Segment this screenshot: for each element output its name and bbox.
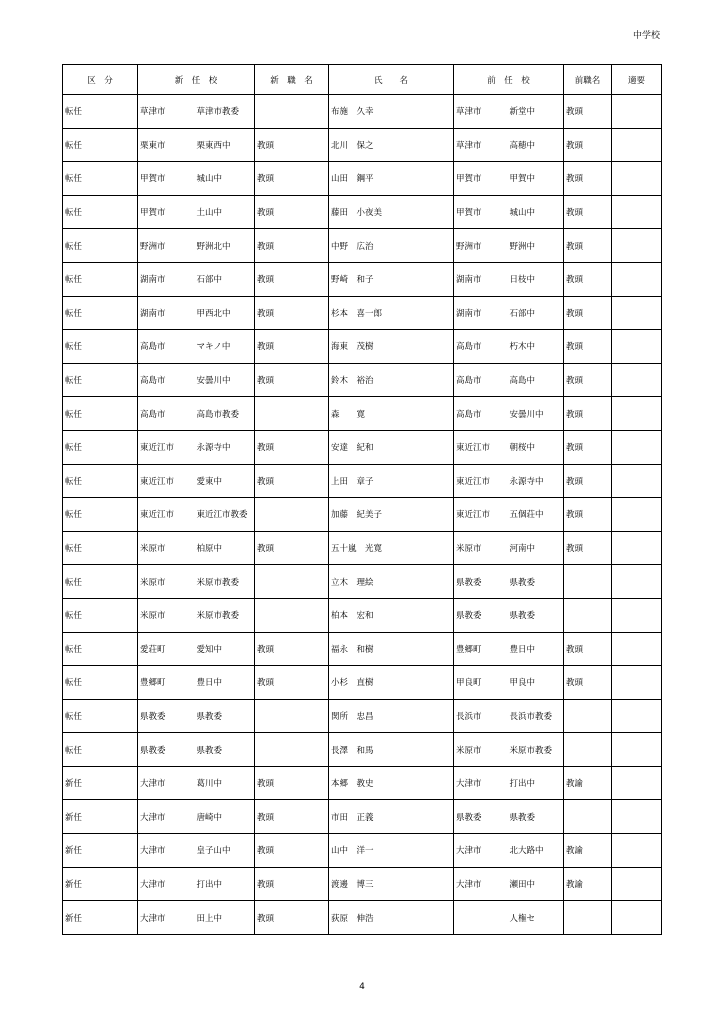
cell-new-school: 甲西北中 xyxy=(195,296,255,330)
cell-prev-school: 河南中 xyxy=(508,531,564,565)
cell-prev-position: 教諭 xyxy=(564,867,612,901)
cell-new-city: 大津市 xyxy=(138,800,195,834)
cell-name: 渡邊 博三 xyxy=(329,867,454,901)
cell-remarks xyxy=(612,766,662,800)
cell-new-school: 皇子山中 xyxy=(195,834,255,868)
cell-new-school: 豊日中 xyxy=(195,666,255,700)
cell-prev-position xyxy=(564,733,612,767)
cell-category: 転任 xyxy=(63,733,138,767)
cell-name: 安達 紀和 xyxy=(329,430,454,464)
cell-category: 新任 xyxy=(63,766,138,800)
cell-new-school: 愛知中 xyxy=(195,632,255,666)
cell-category: 転任 xyxy=(63,397,138,431)
cell-name: 市田 正義 xyxy=(329,800,454,834)
cell-prev-school: 県教委 xyxy=(508,800,564,834)
cell-prev-position: 教頭 xyxy=(564,229,612,263)
cell-new-position: 教頭 xyxy=(255,229,329,263)
cell-new-city: 湖南市 xyxy=(138,262,195,296)
cell-prev-city: 甲賀市 xyxy=(454,195,508,229)
cell-name: 北川 保之 xyxy=(329,128,454,162)
cell-new-school: 県教委 xyxy=(195,733,255,767)
cell-prev-position: 教頭 xyxy=(564,531,612,565)
cell-name: 立木 理絵 xyxy=(329,565,454,599)
cell-new-city: 米原市 xyxy=(138,598,195,632)
col-header-name: 氏 名 xyxy=(329,65,454,95)
cell-new-position: 教頭 xyxy=(255,128,329,162)
cell-category: 転任 xyxy=(63,666,138,700)
col-header-category: 区 分 xyxy=(63,65,138,95)
cell-prev-position: 教頭 xyxy=(564,363,612,397)
cell-prev-position: 教頭 xyxy=(564,330,612,364)
cell-name: 森 寛 xyxy=(329,397,454,431)
cell-prev-city: 県教委 xyxy=(454,598,508,632)
col-header-new-position: 新 職 名 xyxy=(255,65,329,95)
cell-prev-city: 米原市 xyxy=(454,531,508,565)
cell-new-position: 教頭 xyxy=(255,766,329,800)
cell-new-school: 米原市教委 xyxy=(195,598,255,632)
cell-prev-school: 北大路中 xyxy=(508,834,564,868)
cell-new-city: 愛荘町 xyxy=(138,632,195,666)
table-row xyxy=(63,867,662,901)
cell-category: 転任 xyxy=(63,229,138,263)
cell-name: 中野 広治 xyxy=(329,229,454,263)
cell-name: 柏本 宏和 xyxy=(329,598,454,632)
table-row xyxy=(63,766,662,800)
cell-prev-city: 湖南市 xyxy=(454,262,508,296)
table-row xyxy=(63,363,662,397)
cell-new-school: 高島市教委 xyxy=(195,397,255,431)
cell-new-position: 教頭 xyxy=(255,162,329,196)
cell-prev-school: 甲良中 xyxy=(508,666,564,700)
table-row xyxy=(63,531,662,565)
cell-prev-city: 東近江市 xyxy=(454,498,508,532)
cell-prev-position: 教頭 xyxy=(564,262,612,296)
cell-category: 転任 xyxy=(63,262,138,296)
cell-new-city: 東近江市 xyxy=(138,430,195,464)
table-row xyxy=(63,800,662,834)
cell-prev-city: 高島市 xyxy=(454,363,508,397)
cell-new-position: 教頭 xyxy=(255,531,329,565)
cell-category: 新任 xyxy=(63,834,138,868)
table-row xyxy=(63,330,662,364)
cell-category: 転任 xyxy=(63,330,138,364)
cell-prev-school: 石部中 xyxy=(508,296,564,330)
cell-category: 新任 xyxy=(63,901,138,935)
cell-name: 野崎 和子 xyxy=(329,262,454,296)
cell-category: 新任 xyxy=(63,867,138,901)
cell-new-city: 高島市 xyxy=(138,397,195,431)
cell-new-city: 大津市 xyxy=(138,867,195,901)
cell-name: 本郷 教史 xyxy=(329,766,454,800)
cell-new-school: 野洲北中 xyxy=(195,229,255,263)
cell-new-city: 草津市 xyxy=(138,95,195,129)
table-row xyxy=(63,262,662,296)
cell-new-position: 教頭 xyxy=(255,901,329,935)
cell-prev-school: 朝桜中 xyxy=(508,430,564,464)
cell-new-position: 教頭 xyxy=(255,867,329,901)
page-number: 4 xyxy=(359,982,365,992)
cell-prev-school: 県教委 xyxy=(508,565,564,599)
cell-prev-city: 甲賀市 xyxy=(454,162,508,196)
cell-new-school: 田上中 xyxy=(195,901,255,935)
cell-new-city: 米原市 xyxy=(138,531,195,565)
cell-prev-school: 日枝中 xyxy=(508,262,564,296)
cell-new-city: 大津市 xyxy=(138,834,195,868)
cell-new-city: 大津市 xyxy=(138,766,195,800)
cell-prev-school: 甲賀中 xyxy=(508,162,564,196)
cell-name: 小杉 直樹 xyxy=(329,666,454,700)
cell-prev-position xyxy=(564,598,612,632)
cell-category: 転任 xyxy=(63,162,138,196)
cell-prev-school: 米原市教委 xyxy=(508,733,564,767)
cell-new-school: 柏原中 xyxy=(195,531,255,565)
cell-name: 山田 鋼平 xyxy=(329,162,454,196)
cell-new-city: 県教委 xyxy=(138,733,195,767)
cell-prev-school: 野洲中 xyxy=(508,229,564,263)
cell-prev-position: 教頭 xyxy=(564,195,612,229)
cell-new-school: 土山中 xyxy=(195,195,255,229)
cell-remarks xyxy=(612,330,662,364)
cell-remarks xyxy=(612,195,662,229)
cell-prev-city: 県教委 xyxy=(454,800,508,834)
cell-new-position xyxy=(255,397,329,431)
cell-new-school: 永源寺中 xyxy=(195,430,255,464)
cell-prev-school: 県教委 xyxy=(508,598,564,632)
cell-new-school: 唐崎中 xyxy=(195,800,255,834)
cell-category: 転任 xyxy=(63,296,138,330)
cell-new-city: 東近江市 xyxy=(138,464,195,498)
cell-new-school: 愛東中 xyxy=(195,464,255,498)
cell-prev-position xyxy=(564,901,612,935)
cell-prev-school: 高穂中 xyxy=(508,128,564,162)
cell-new-city: 甲賀市 xyxy=(138,162,195,196)
cell-prev-school: 打出中 xyxy=(508,766,564,800)
cell-new-school: 県教委 xyxy=(195,699,255,733)
cell-prev-position xyxy=(564,565,612,599)
cell-name: 杉本 喜一郎 xyxy=(329,296,454,330)
cell-prev-school: 安曇川中 xyxy=(508,397,564,431)
cell-prev-school: 五個荘中 xyxy=(508,498,564,532)
cell-prev-position: 教頭 xyxy=(564,666,612,700)
cell-prev-school: 高島中 xyxy=(508,363,564,397)
cell-category: 転任 xyxy=(63,632,138,666)
cell-prev-position: 教頭 xyxy=(564,162,612,196)
cell-remarks xyxy=(612,834,662,868)
cell-prev-position: 教頭 xyxy=(564,128,612,162)
cell-prev-school: 長浜市教委 xyxy=(508,699,564,733)
cell-new-position xyxy=(255,598,329,632)
cell-name: 上田 章子 xyxy=(329,464,454,498)
cell-remarks xyxy=(612,128,662,162)
cell-remarks xyxy=(612,901,662,935)
cell-new-position: 教頭 xyxy=(255,800,329,834)
cell-new-city: 甲賀市 xyxy=(138,195,195,229)
col-header-new-school: 新 任 校 xyxy=(138,65,255,95)
cell-category: 転任 xyxy=(63,699,138,733)
cell-new-school: 葛川中 xyxy=(195,766,255,800)
cell-prev-position: 教諭 xyxy=(564,834,612,868)
table-row xyxy=(63,498,662,532)
table-row xyxy=(63,733,662,767)
cell-prev-city: 草津市 xyxy=(454,95,508,129)
table-row xyxy=(63,95,662,129)
cell-prev-position: 教頭 xyxy=(564,430,612,464)
cell-name: 長澤 和馬 xyxy=(329,733,454,767)
cell-new-position xyxy=(255,733,329,767)
cell-new-position xyxy=(255,498,329,532)
cell-category: 転任 xyxy=(63,95,138,129)
col-header-prev-school: 前 任 校 xyxy=(454,65,564,95)
cell-category: 転任 xyxy=(63,498,138,532)
cell-new-school: 草津市教委 xyxy=(195,95,255,129)
cell-remarks xyxy=(612,95,662,129)
cell-new-position: 教頭 xyxy=(255,195,329,229)
cell-new-school: 城山中 xyxy=(195,162,255,196)
cell-prev-city: 東近江市 xyxy=(454,430,508,464)
cell-prev-city: 高島市 xyxy=(454,397,508,431)
cell-prev-position xyxy=(564,800,612,834)
cell-prev-school: 瀬田中 xyxy=(508,867,564,901)
cell-new-city: 大津市 xyxy=(138,901,195,935)
cell-prev-city: 大津市 xyxy=(454,867,508,901)
cell-remarks xyxy=(612,733,662,767)
cell-remarks xyxy=(612,464,662,498)
cell-name: 関所 忠昌 xyxy=(329,699,454,733)
cell-new-school: 栗東西中 xyxy=(195,128,255,162)
cell-prev-school: 城山中 xyxy=(508,195,564,229)
cell-new-city: 豊郷町 xyxy=(138,666,195,700)
col-header-remarks: 適要 xyxy=(612,65,662,95)
cell-name: 鈴木 裕治 xyxy=(329,363,454,397)
cell-prev-city: 豊郷町 xyxy=(454,632,508,666)
cell-new-school: 石部中 xyxy=(195,262,255,296)
cell-new-school: 打出中 xyxy=(195,867,255,901)
cell-new-city: 米原市 xyxy=(138,565,195,599)
cell-name: 加藤 紀美子 xyxy=(329,498,454,532)
cell-name: 福永 和樹 xyxy=(329,632,454,666)
table-row xyxy=(63,430,662,464)
cell-prev-city: 県教委 xyxy=(454,565,508,599)
col-header-prev-position: 前職名 xyxy=(564,65,612,95)
cell-prev-position: 教頭 xyxy=(564,498,612,532)
table-row xyxy=(63,296,662,330)
cell-category: 転任 xyxy=(63,363,138,397)
table-row xyxy=(63,397,662,431)
cell-new-position xyxy=(255,699,329,733)
cell-prev-school: 新堂中 xyxy=(508,95,564,129)
cell-new-position xyxy=(255,565,329,599)
cell-category: 転任 xyxy=(63,195,138,229)
cell-prev-school: 豊日中 xyxy=(508,632,564,666)
cell-prev-city: 東近江市 xyxy=(454,464,508,498)
cell-prev-city: 米原市 xyxy=(454,733,508,767)
cell-remarks xyxy=(612,800,662,834)
cell-new-position: 教頭 xyxy=(255,363,329,397)
table-row xyxy=(63,229,662,263)
cell-prev-position: 教頭 xyxy=(564,95,612,129)
cell-prev-position: 教頭 xyxy=(564,397,612,431)
cell-prev-position: 教諭 xyxy=(564,766,612,800)
cell-new-city: 野洲市 xyxy=(138,229,195,263)
cell-prev-city: 湖南市 xyxy=(454,296,508,330)
cell-new-school: 安曇川中 xyxy=(195,363,255,397)
cell-category: 転任 xyxy=(63,464,138,498)
cell-prev-city xyxy=(454,901,508,935)
cell-new-school: マキノ中 xyxy=(195,330,255,364)
table-row xyxy=(63,128,662,162)
table-row xyxy=(63,464,662,498)
cell-new-city: 栗東市 xyxy=(138,128,195,162)
cell-category: 転任 xyxy=(63,598,138,632)
cell-new-position: 教頭 xyxy=(255,330,329,364)
cell-prev-school: 永源寺中 xyxy=(508,464,564,498)
cell-new-position: 教頭 xyxy=(255,632,329,666)
cell-remarks xyxy=(612,632,662,666)
cell-name: 五十嵐 光寛 xyxy=(329,531,454,565)
cell-remarks xyxy=(612,397,662,431)
cell-new-city: 高島市 xyxy=(138,330,195,364)
cell-name: 海東 茂樹 xyxy=(329,330,454,364)
cell-prev-position: 教頭 xyxy=(564,296,612,330)
cell-remarks xyxy=(612,363,662,397)
cell-prev-city: 野洲市 xyxy=(454,229,508,263)
cell-remarks xyxy=(612,498,662,532)
table-header-row xyxy=(63,65,662,95)
cell-name: 布施 久幸 xyxy=(329,95,454,129)
cell-category: 新任 xyxy=(63,800,138,834)
table-row xyxy=(63,632,662,666)
cell-remarks xyxy=(612,565,662,599)
cell-new-position: 教頭 xyxy=(255,834,329,868)
cell-prev-position: 教頭 xyxy=(564,632,612,666)
cell-new-position: 教頭 xyxy=(255,666,329,700)
cell-new-position xyxy=(255,95,329,129)
cell-prev-school: 朽木中 xyxy=(508,330,564,364)
cell-category: 転任 xyxy=(63,430,138,464)
cell-new-school: 東近江市教委 xyxy=(195,498,255,532)
cell-prev-position: 教頭 xyxy=(564,464,612,498)
table-row xyxy=(63,565,662,599)
cell-remarks xyxy=(612,162,662,196)
cell-remarks xyxy=(612,229,662,263)
cell-remarks xyxy=(612,531,662,565)
cell-remarks xyxy=(612,262,662,296)
table-row xyxy=(63,162,662,196)
cell-prev-city: 長浜市 xyxy=(454,699,508,733)
cell-prev-city: 草津市 xyxy=(454,128,508,162)
cell-prev-city: 甲良町 xyxy=(454,666,508,700)
table-row xyxy=(63,195,662,229)
cell-category: 転任 xyxy=(63,565,138,599)
cell-remarks xyxy=(612,666,662,700)
cell-remarks xyxy=(612,699,662,733)
cell-remarks xyxy=(612,598,662,632)
cell-new-position: 教頭 xyxy=(255,262,329,296)
cell-new-position: 教頭 xyxy=(255,464,329,498)
table-row xyxy=(63,598,662,632)
table-row xyxy=(63,901,662,935)
cell-new-position: 教頭 xyxy=(255,430,329,464)
cell-new-school: 米原市教委 xyxy=(195,565,255,599)
cell-new-city: 湖南市 xyxy=(138,296,195,330)
cell-prev-school: 人権セ xyxy=(508,901,564,935)
cell-new-position: 教頭 xyxy=(255,296,329,330)
cell-remarks xyxy=(612,867,662,901)
cell-prev-city: 大津市 xyxy=(454,834,508,868)
cell-category: 転任 xyxy=(63,128,138,162)
cell-name: 山中 洋一 xyxy=(329,834,454,868)
cell-remarks xyxy=(612,430,662,464)
cell-name: 荻原 伸浩 xyxy=(329,901,454,935)
table-row xyxy=(63,666,662,700)
cell-name: 藤田 小夜美 xyxy=(329,195,454,229)
cell-new-city: 高島市 xyxy=(138,363,195,397)
cell-prev-city: 大津市 xyxy=(454,766,508,800)
school-level-label: 中学校 xyxy=(632,31,660,41)
cell-new-city: 東近江市 xyxy=(138,498,195,532)
table-body xyxy=(63,95,662,935)
table-row xyxy=(63,834,662,868)
personnel-table xyxy=(62,64,662,935)
cell-prev-position xyxy=(564,699,612,733)
cell-category: 転任 xyxy=(63,531,138,565)
cell-new-city: 県教委 xyxy=(138,699,195,733)
cell-prev-city: 高島市 xyxy=(454,330,508,364)
cell-remarks xyxy=(612,296,662,330)
table-row xyxy=(63,699,662,733)
